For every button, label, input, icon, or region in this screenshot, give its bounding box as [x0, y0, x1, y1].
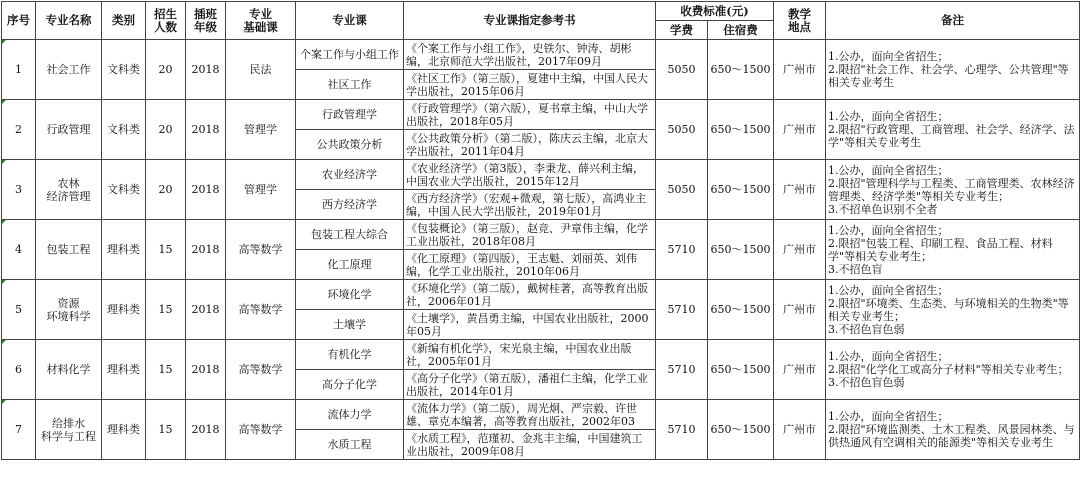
- cell-course: 土壤学: [296, 310, 404, 340]
- cell-seq: 6: [2, 340, 36, 400]
- header-tuition: 学费: [656, 21, 708, 40]
- cell-lodging: 650～1500: [708, 40, 774, 100]
- cell-remark: 1.公办，面向全省招生； 2.限招"行政管理、工商管理、社会学、经济学、法学"等相关专业考生: [826, 100, 1080, 160]
- cell-category: 文科类: [102, 100, 146, 160]
- header-location: 教学 地点: [774, 2, 826, 40]
- header-lodging: 住宿费: [708, 21, 774, 40]
- cell-tuition: 5710: [656, 340, 708, 400]
- cell-enroll: 15: [146, 220, 186, 280]
- cell-book: 《高分子化学》（第五版），潘祖仁主编，化学工业出版社，2014年01月: [404, 370, 656, 400]
- cell-lodging: 650～1500: [708, 400, 774, 460]
- enrollment-table: [1, 1, 1080, 460]
- cell-tuition: 5050: [656, 160, 708, 220]
- cell-course: 有机化学: [296, 340, 404, 370]
- cell-enroll: 15: [146, 400, 186, 460]
- table-row: [2, 160, 1080, 190]
- cell-course: 环境化学: [296, 280, 404, 310]
- cell-course: 化工原理: [296, 250, 404, 280]
- cell-book: 《水质工程》，范瑾初、金兆丰主编，中国建筑工业出版社，2009年08月: [404, 430, 656, 460]
- cell-base-course: 高等数学: [226, 280, 296, 340]
- cell-category: 理科类: [102, 220, 146, 280]
- cell-major: 包装工程: [36, 220, 102, 280]
- cell-category: 理科类: [102, 280, 146, 340]
- cell-enroll: 15: [146, 280, 186, 340]
- cell-location: 广州市: [774, 340, 826, 400]
- cell-enroll: 20: [146, 100, 186, 160]
- cell-tuition: 5050: [656, 40, 708, 100]
- cell-base-course: 高等数学: [226, 340, 296, 400]
- cell-location: 广州市: [774, 160, 826, 220]
- header-row: [2, 2, 1080, 21]
- header-seq: 序号: [2, 2, 36, 40]
- header-course: 专业课: [296, 2, 404, 40]
- cell-course: 公共政策分析: [296, 130, 404, 160]
- cell-lodging: 650～1500: [708, 220, 774, 280]
- header-fee: 收费标准(元): [656, 2, 774, 21]
- cell-location: 广州市: [774, 220, 826, 280]
- cell-location: 广州市: [774, 40, 826, 100]
- cell-category: 理科类: [102, 400, 146, 460]
- cell-enroll: 20: [146, 160, 186, 220]
- cell-base-course: 管理学: [226, 160, 296, 220]
- cell-book: 《社区工作》（第三版），夏建中主编，中国人民大学出版社，2015年06月: [404, 70, 656, 100]
- header-books: 专业课指定参考书: [404, 2, 656, 40]
- cell-book: 《新编有机化学》，宋光泉主编，中国农业出版社，2005年01月: [404, 340, 656, 370]
- cell-book: 《行政管理学》（第六版），夏书章主编，中山大学出版社，2018年05月: [404, 100, 656, 130]
- cell-lodging: 650～1500: [708, 100, 774, 160]
- cell-location: 广州市: [774, 400, 826, 460]
- cell-course: 水质工程: [296, 430, 404, 460]
- cell-enroll: 15: [146, 340, 186, 400]
- cell-lodging: 650～1500: [708, 280, 774, 340]
- cell-seq: 5: [2, 280, 36, 340]
- cell-tuition: 5710: [656, 400, 708, 460]
- cell-grade: 2018: [186, 220, 226, 280]
- cell-book: 《环境化学》（第二版），戴树桂著，高等教育出版社，2006年01月: [404, 280, 656, 310]
- cell-remark: 1.公办，面向全省招生； 2.限招"环境类、生态类、与环境相关的生物类"等相关专业考生； 3.不招色盲色弱: [826, 280, 1080, 340]
- cell-book: 《包装概论》（第三版），赵竞、尹章伟主编，化学工业出版社，2018年08月: [404, 220, 656, 250]
- cell-seq: 2: [2, 100, 36, 160]
- cell-seq: 7: [2, 400, 36, 460]
- cell-book: 《个案工作与小组工作》，史铁尔、钟涛、胡彬编，北京师范大学出版社，2017年09月: [404, 40, 656, 70]
- header-grade: 插班 年级: [186, 2, 226, 40]
- cell-enroll: 20: [146, 40, 186, 100]
- cell-category: 理科类: [102, 340, 146, 400]
- cell-course: 西方经济学: [296, 190, 404, 220]
- cell-major: 资源 环境科学: [36, 280, 102, 340]
- cell-tuition: 5710: [656, 280, 708, 340]
- header-base-course: 专业 基础课: [226, 2, 296, 40]
- cell-lodging: 650～1500: [708, 340, 774, 400]
- cell-remark: 1.公办，面向全省招生； 2.限招"化学化工或高分子材料"等相关专业考生； 3.不招色盲色弱: [826, 340, 1080, 400]
- cell-course: 行政管理学: [296, 100, 404, 130]
- table-body: [2, 40, 1080, 460]
- cell-book: 《土壤学》，黄昌勇主编，中国农业出版社，2000年05月: [404, 310, 656, 340]
- table-row: [2, 40, 1080, 70]
- cell-major: 给排水 科学与工程: [36, 400, 102, 460]
- table-row: [2, 100, 1080, 130]
- cell-category: 文科类: [102, 160, 146, 220]
- cell-lodging: 650～1500: [708, 160, 774, 220]
- table-row: [2, 400, 1080, 430]
- cell-grade: 2018: [186, 340, 226, 400]
- cell-tuition: 5710: [656, 220, 708, 280]
- cell-course: 高分子化学: [296, 370, 404, 400]
- cell-major: 农林 经济管理: [36, 160, 102, 220]
- cell-grade: 2018: [186, 400, 226, 460]
- cell-seq: 1: [2, 40, 36, 100]
- cell-course: 包装工程大综合: [296, 220, 404, 250]
- cell-base-course: 民法: [226, 40, 296, 100]
- header-major: 专业名称: [36, 2, 102, 40]
- cell-major: 行政管理: [36, 100, 102, 160]
- cell-remark: 1.公办，面向全省招生； 2.限招"管理科学与工程类、工商管理类、农林经济管理类、经济学类"等相关专业考生； 3.不招单色识别不全者: [826, 160, 1080, 220]
- cell-course: 社区工作: [296, 70, 404, 100]
- cell-grade: 2018: [186, 280, 226, 340]
- cell-major: 材料化学: [36, 340, 102, 400]
- cell-remark: 1.公办，面向全省招生； 2.限招"环境监测类、土木工程类、风景园林类、与供热通风有空调相关的能源类"等相关专业考生: [826, 400, 1080, 460]
- cell-base-course: 高等数学: [226, 400, 296, 460]
- table-row: [2, 280, 1080, 310]
- cell-book: 《农业经济学》（第3版），李秉龙、薛兴利主编，中国农业大学出版社，2015年12月: [404, 160, 656, 190]
- cell-tuition: 5050: [656, 100, 708, 160]
- header-enroll: 招生 人数: [146, 2, 186, 40]
- cell-grade: 2018: [186, 40, 226, 100]
- cell-grade: 2018: [186, 160, 226, 220]
- cell-book: 《公共政策分析》（第二版），陈庆云主编，北京大学出版社，2011年04月: [404, 130, 656, 160]
- cell-book: 《化工原理》（第四版），王志魁、刘丽英、刘伟编，化学工业出版社，2010年06月: [404, 250, 656, 280]
- cell-base-course: 管理学: [226, 100, 296, 160]
- cell-course: 农业经济学: [296, 160, 404, 190]
- cell-seq: 4: [2, 220, 36, 280]
- cell-location: 广州市: [774, 280, 826, 340]
- header-remark: 备注: [826, 2, 1080, 40]
- header-category: 类别: [102, 2, 146, 40]
- cell-category: 文科类: [102, 40, 146, 100]
- cell-book: 《西方经济学》（宏观+微观，第七版），高鸿业主编，中国人民大学出版社，2019年01月: [404, 190, 656, 220]
- table-row: [2, 220, 1080, 250]
- cell-location: 广州市: [774, 100, 826, 160]
- cell-course: 个案工作与小组工作: [296, 40, 404, 70]
- cell-seq: 3: [2, 160, 36, 220]
- cell-book: 《流体力学》（第二版），周光炯、严宗毅、许世雄、章克本编著，高等教育出版社，2002年03: [404, 400, 656, 430]
- cell-base-course: 高等数学: [226, 220, 296, 280]
- table-row: [2, 340, 1080, 370]
- cell-major: 社会工作: [36, 40, 102, 100]
- cell-grade: 2018: [186, 100, 226, 160]
- cell-course: 流体力学: [296, 400, 404, 430]
- cell-remark: 1.公办，面向全省招生； 2.限招"包装工程、印刷工程、食品工程、材料学"等相关专业考生； 3.不招色盲: [826, 220, 1080, 280]
- cell-remark: 1.公办，面向全省招生； 2.限招"社会工作、社会学、心理学、公共管理"等相关专业考生: [826, 40, 1080, 100]
